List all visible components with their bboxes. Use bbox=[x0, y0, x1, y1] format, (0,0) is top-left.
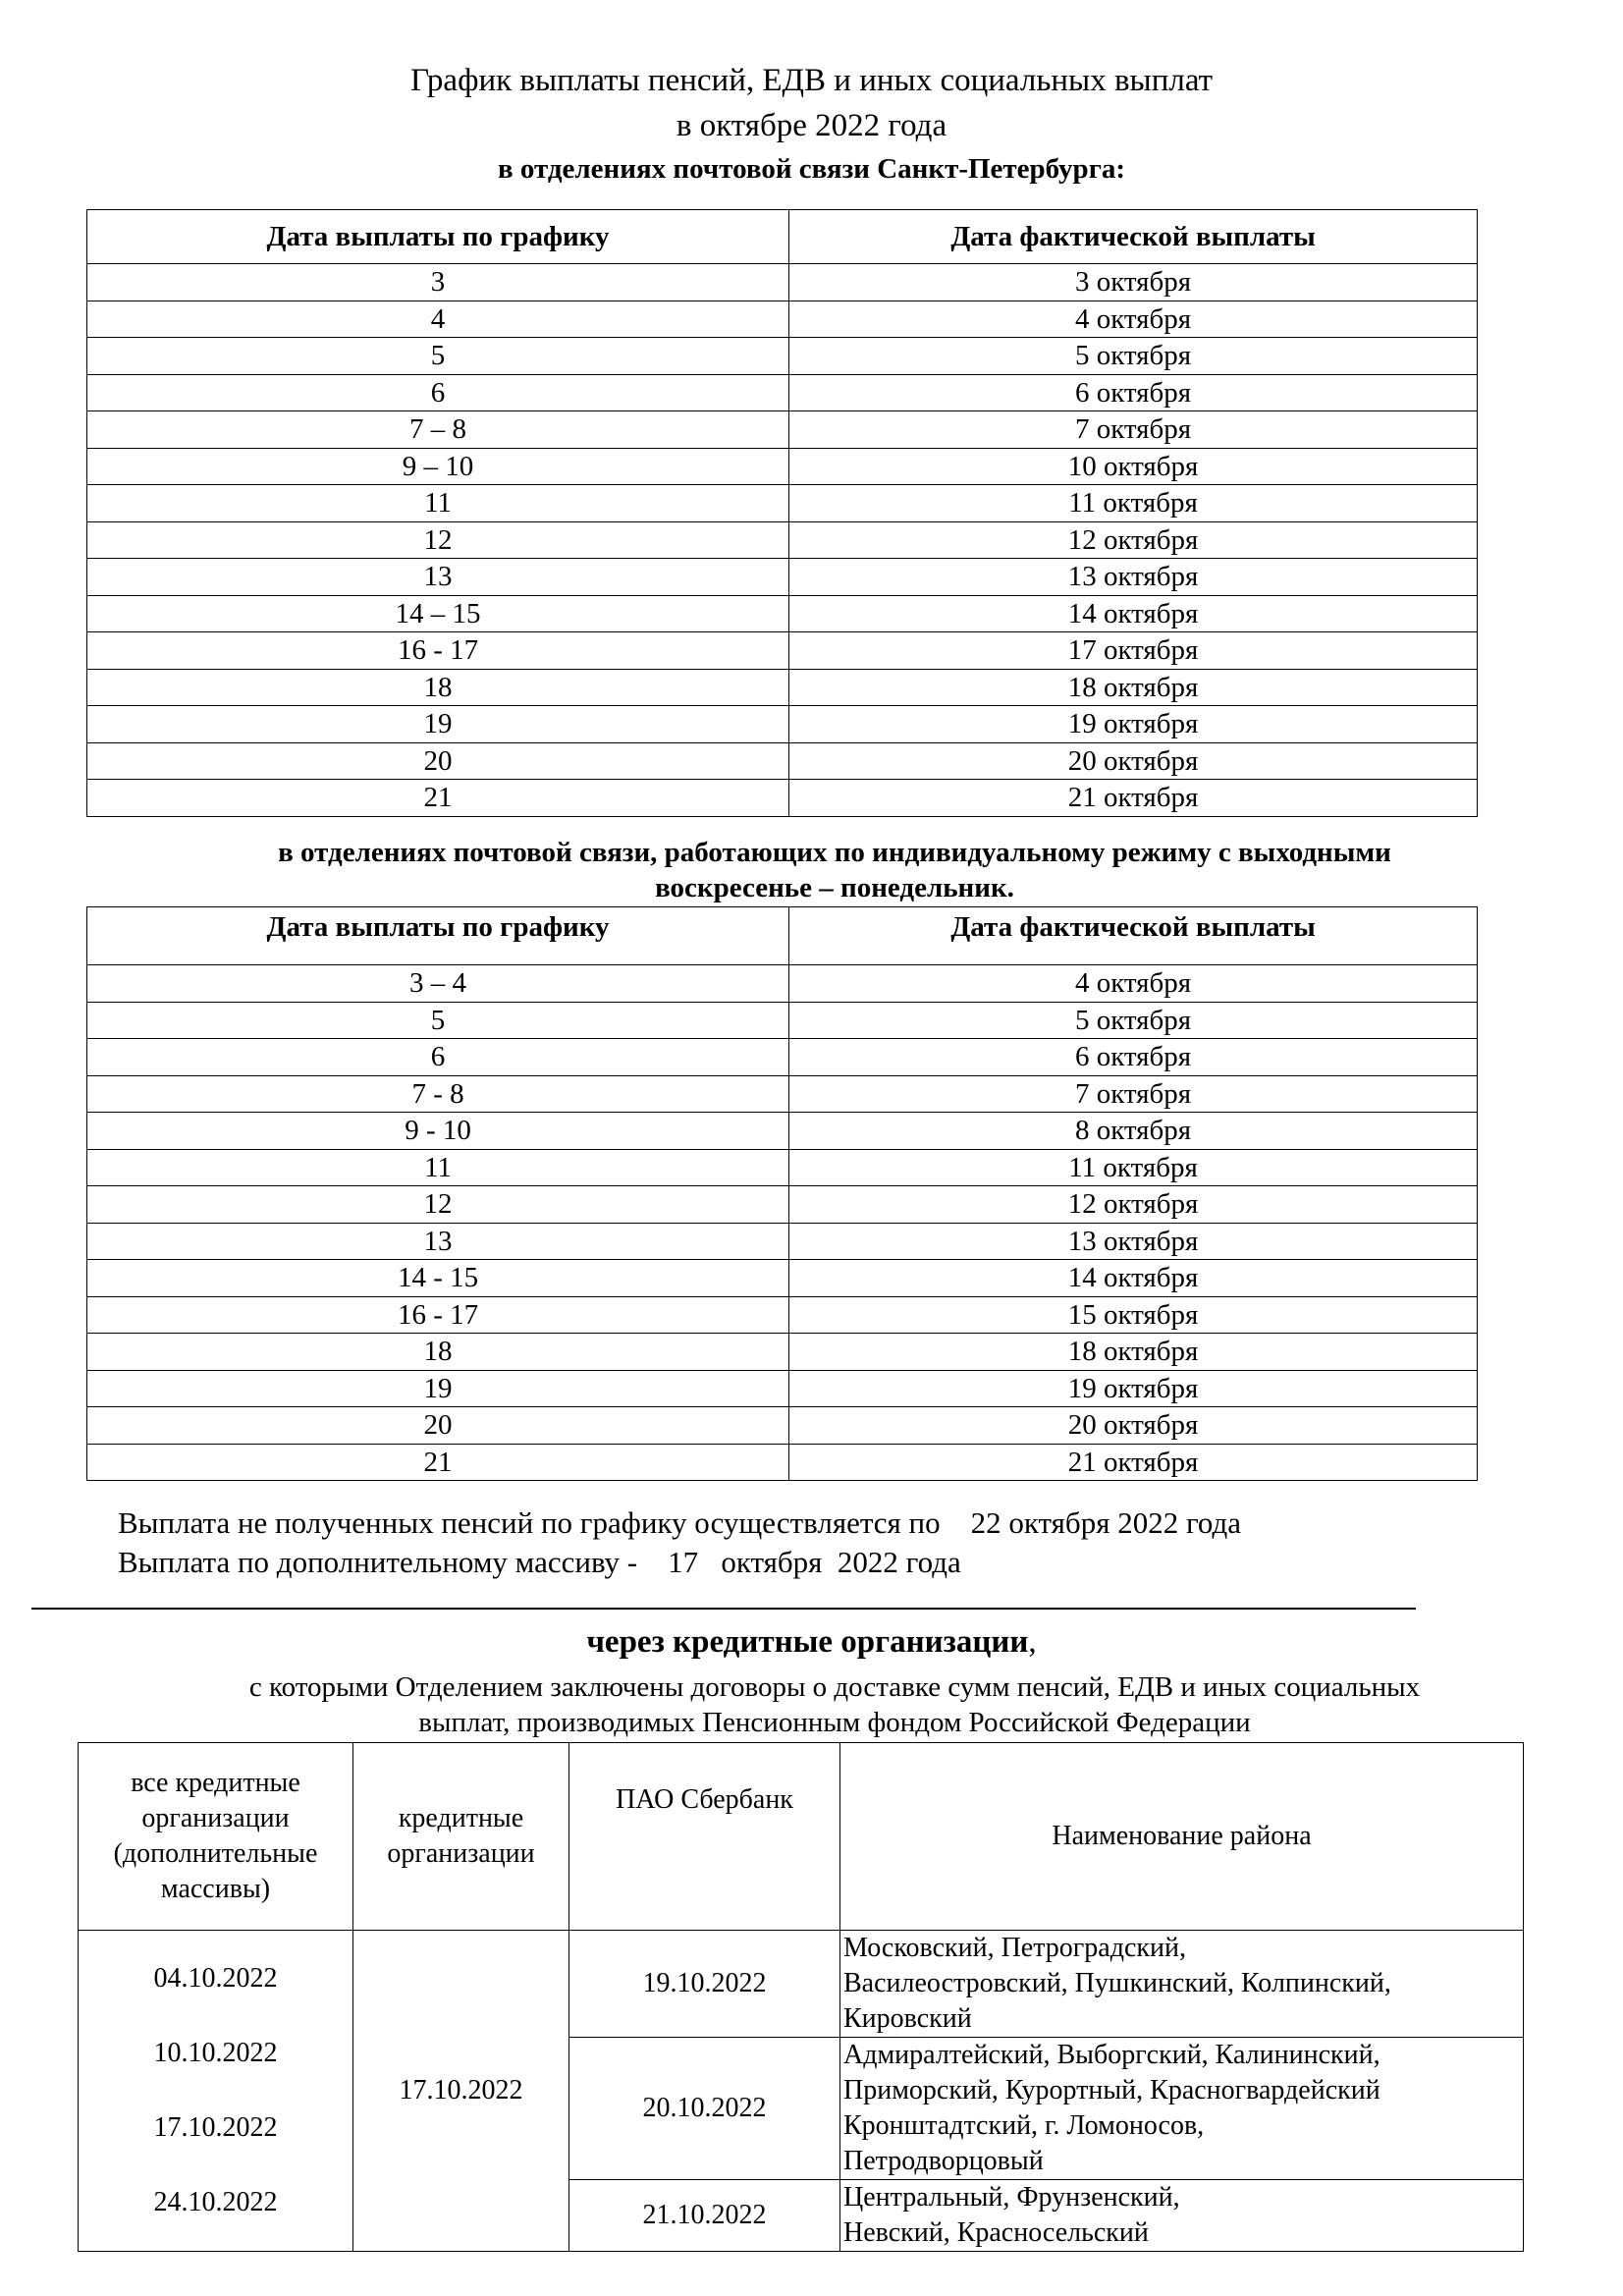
section3-subtitle-line2: выплат, производимых Пенсионным фондом Российской Федерации bbox=[418, 1707, 1251, 1738]
table-row bbox=[87, 411, 1478, 449]
actual-date-cell: 13 октября bbox=[789, 1223, 1478, 1260]
actual-date-cell: 7 октября bbox=[789, 1075, 1478, 1113]
district-line: Центральный, Фрунзенский, bbox=[843, 2182, 1180, 2213]
scheduled-date-cell: 20 bbox=[87, 742, 789, 780]
table-row bbox=[87, 485, 1478, 522]
section3-heading-suffix: , bbox=[1028, 1624, 1037, 1660]
table-row bbox=[87, 1149, 1478, 1186]
table-row bbox=[87, 374, 1478, 411]
actual-date-cell: 7 октября bbox=[789, 411, 1478, 449]
district-cell bbox=[840, 2038, 1524, 2180]
actual-date-cell: 21 октября bbox=[789, 780, 1478, 817]
table-row bbox=[87, 338, 1478, 375]
section3-heading bbox=[0, 1622, 1623, 1662]
scheduled-date-cell: 12 bbox=[87, 521, 789, 559]
district-cell bbox=[840, 1931, 1524, 2038]
individual-schedule-table bbox=[86, 906, 1478, 1481]
table-row bbox=[87, 1039, 1478, 1076]
table-row bbox=[87, 1370, 1478, 1407]
scheduled-date-cell: 12 bbox=[87, 1186, 789, 1224]
table-row bbox=[87, 448, 1478, 485]
column-header-scheduled-date: Дата выплаты по графику bbox=[87, 210, 789, 264]
table-row bbox=[87, 1407, 1478, 1445]
table-header-row bbox=[87, 907, 1478, 965]
actual-date-cell: 17 октября bbox=[789, 632, 1478, 670]
actual-date-cell: 15 октября bbox=[789, 1296, 1478, 1334]
actual-date-cell: 4 октября bbox=[789, 301, 1478, 338]
section1-heading: в отделениях почтовой связи Санкт-Петербурга: bbox=[497, 153, 1126, 185]
page-title-line1: График выплаты пенсий, ЕДВ и иных социальных выплат bbox=[409, 63, 1214, 98]
scheduled-date-cell: 18 bbox=[87, 669, 789, 706]
scheduled-date-cell: 21 bbox=[87, 780, 789, 817]
additional-date: 04.10.2022 bbox=[153, 1963, 278, 1994]
scheduled-date-cell: 3 bbox=[87, 264, 789, 301]
table-row bbox=[87, 1334, 1478, 1371]
actual-date-cell: 8 октября bbox=[789, 1113, 1478, 1150]
table-row bbox=[87, 1075, 1478, 1113]
actual-date-cell: 18 октября bbox=[789, 1334, 1478, 1371]
scheduled-date-cell: 13 bbox=[87, 559, 789, 596]
table-row bbox=[87, 1296, 1478, 1334]
individual-schedule-body bbox=[87, 965, 1478, 1481]
table-header-row bbox=[87, 210, 1478, 264]
actual-date-cell: 3 октября bbox=[789, 264, 1478, 301]
district-line: Московский, Петроградский, bbox=[843, 1933, 1186, 1963]
actual-date-cell: 5 октября bbox=[789, 338, 1478, 375]
table-row bbox=[87, 780, 1478, 817]
section2-heading-line2: воскресенье – понедельник. bbox=[655, 872, 1014, 903]
table-row bbox=[87, 632, 1478, 670]
scheduled-date-cell: 5 bbox=[87, 338, 789, 375]
table-row bbox=[87, 1223, 1478, 1260]
scheduled-date-cell: 19 bbox=[87, 1370, 789, 1407]
note-additional-array: Выплата по дополнительному массиву - 17 октября 2022 года bbox=[118, 1545, 961, 1579]
scheduled-date-cell: 7 - 8 bbox=[87, 1075, 789, 1113]
table-row bbox=[87, 1002, 1478, 1039]
scheduled-date-cell: 5 bbox=[87, 1002, 789, 1039]
column-header-sberbank: ПАО Сбербанк bbox=[569, 1743, 840, 1931]
column-header-actual-date: Дата фактической выплаты bbox=[789, 210, 1478, 264]
additional-date: 10.10.2022 bbox=[153, 2038, 278, 2068]
actual-date-cell: 18 октября bbox=[789, 669, 1478, 706]
scheduled-date-cell: 6 bbox=[87, 1039, 789, 1076]
sber-date-cell: 20.10.2022 bbox=[569, 2038, 840, 2180]
post-office-schedule-body bbox=[87, 264, 1478, 817]
actual-date-cell: 6 октября bbox=[789, 374, 1478, 411]
actual-date-cell: 11 октября bbox=[789, 1149, 1478, 1186]
note-unreceived-pensions: Выплата не полученных пенсий по графику осуществляется по 22 октября 2022 года bbox=[118, 1505, 1242, 1540]
district-line: Кировский bbox=[843, 2003, 972, 2034]
district-line: Приморский, Курортный, Красногвардейский bbox=[843, 2075, 1380, 2105]
actual-date-cell: 5 октября bbox=[789, 1002, 1478, 1039]
table-row bbox=[87, 1113, 1478, 1150]
scheduled-date-cell: 11 bbox=[87, 485, 789, 522]
scheduled-date-cell: 9 – 10 bbox=[87, 448, 789, 485]
table-row bbox=[87, 595, 1478, 632]
scheduled-date-cell: 7 – 8 bbox=[87, 411, 789, 449]
table-row bbox=[87, 301, 1478, 338]
table-row bbox=[87, 706, 1478, 743]
table-row bbox=[87, 559, 1478, 596]
actual-date-cell: 19 октября bbox=[789, 706, 1478, 743]
scheduled-date-cell: 14 - 15 bbox=[87, 1260, 789, 1297]
actual-date-cell: 11 октября bbox=[789, 485, 1478, 522]
scheduled-date-cell: 6 bbox=[87, 374, 789, 411]
scheduled-date-cell: 9 - 10 bbox=[87, 1113, 789, 1150]
actual-date-cell: 6 октября bbox=[789, 1039, 1478, 1076]
district-line: Василеостровский, Пушкинский, Колпинский, bbox=[843, 1968, 1391, 1998]
sber-date-cell: 19.10.2022 bbox=[569, 1931, 840, 2038]
scheduled-date-cell: 14 – 15 bbox=[87, 595, 789, 632]
scheduled-date-cell: 11 bbox=[87, 1149, 789, 1186]
table-row bbox=[79, 1931, 1524, 2038]
additional-date: 24.10.2022 bbox=[153, 2187, 278, 2217]
column-header-scheduled-date: Дата выплаты по графику bbox=[87, 907, 789, 965]
section3-heading-bold: через кредитные организации bbox=[586, 1624, 1029, 1660]
table-row bbox=[87, 264, 1478, 301]
actual-date-cell: 21 октября bbox=[789, 1444, 1478, 1481]
actual-date-cell: 14 октября bbox=[789, 595, 1478, 632]
scheduled-date-cell: 4 bbox=[87, 301, 789, 338]
actual-date-cell: 10 октября bbox=[789, 448, 1478, 485]
column-header-credit-organizations: кредитные организации bbox=[353, 1743, 569, 1931]
district-cell bbox=[840, 2180, 1524, 2252]
actual-date-cell: 4 октября bbox=[789, 965, 1478, 1003]
scheduled-date-cell: 19 bbox=[87, 706, 789, 743]
scheduled-date-cell: 16 - 17 bbox=[87, 1296, 789, 1334]
table-row bbox=[87, 1186, 1478, 1224]
scheduled-date-cell: 21 bbox=[87, 1444, 789, 1481]
actual-date-cell: 20 октября bbox=[789, 1407, 1478, 1445]
actual-date-cell: 12 октября bbox=[789, 1186, 1478, 1224]
district-line: Кронштадтский, г. Ломоносов, bbox=[843, 2110, 1205, 2141]
additional-date: 17.10.2022 bbox=[153, 2112, 278, 2143]
scheduled-date-cell: 20 bbox=[87, 1407, 789, 1445]
actual-date-cell: 14 октября bbox=[789, 1260, 1478, 1297]
actual-date-cell: 12 октября bbox=[789, 521, 1478, 559]
scheduled-date-cell: 16 - 17 bbox=[87, 632, 789, 670]
post-office-schedule-table bbox=[86, 209, 1478, 817]
table-header-row bbox=[79, 1743, 1524, 1931]
section3-subtitle-line1: с которыми Отделением заключены договоры о доставке сумм пенсий, ЕДВ и иных социальных bbox=[248, 1671, 1421, 1703]
column-header-actual-date: Дата фактической выплаты bbox=[789, 907, 1478, 965]
scheduled-date-cell: 13 bbox=[87, 1223, 789, 1260]
sber-date-cell: 21.10.2022 bbox=[569, 2180, 840, 2252]
table-row bbox=[87, 965, 1478, 1003]
district-line: Невский, Красносельский bbox=[843, 2217, 1149, 2248]
additional-dates-cell bbox=[79, 1931, 353, 2252]
table-row bbox=[87, 742, 1478, 780]
column-header-additional-arrays: все кредитные организации (дополнительные массивы) bbox=[79, 1743, 353, 1931]
table-row bbox=[87, 669, 1478, 706]
actual-date-cell: 13 октября bbox=[789, 559, 1478, 596]
table-row bbox=[87, 1444, 1478, 1481]
divider-line bbox=[31, 1608, 1416, 1610]
page-title-line2: в октябре 2022 года bbox=[676, 108, 947, 143]
district-line: Адмиралтейский, Выборгский, Калининский, bbox=[843, 2040, 1380, 2070]
scheduled-date-cell: 18 bbox=[87, 1334, 789, 1371]
scheduled-date-cell: 3 – 4 bbox=[87, 965, 789, 1003]
column-header-district: Наименование района bbox=[840, 1743, 1524, 1931]
actual-date-cell: 20 октября bbox=[789, 742, 1478, 780]
district-line: Петродворцовый bbox=[843, 2146, 1044, 2176]
actual-date-cell: 19 октября bbox=[789, 1370, 1478, 1407]
table-row bbox=[87, 1260, 1478, 1297]
section2-heading-line1: в отделениях почтовой связи, работающих по индивидуальному режиму с выходными bbox=[278, 837, 1391, 868]
table-row bbox=[87, 521, 1478, 559]
credit-organizations-table bbox=[78, 1742, 1524, 2252]
credit-org-date-cell: 17.10.2022 bbox=[353, 1931, 569, 2252]
